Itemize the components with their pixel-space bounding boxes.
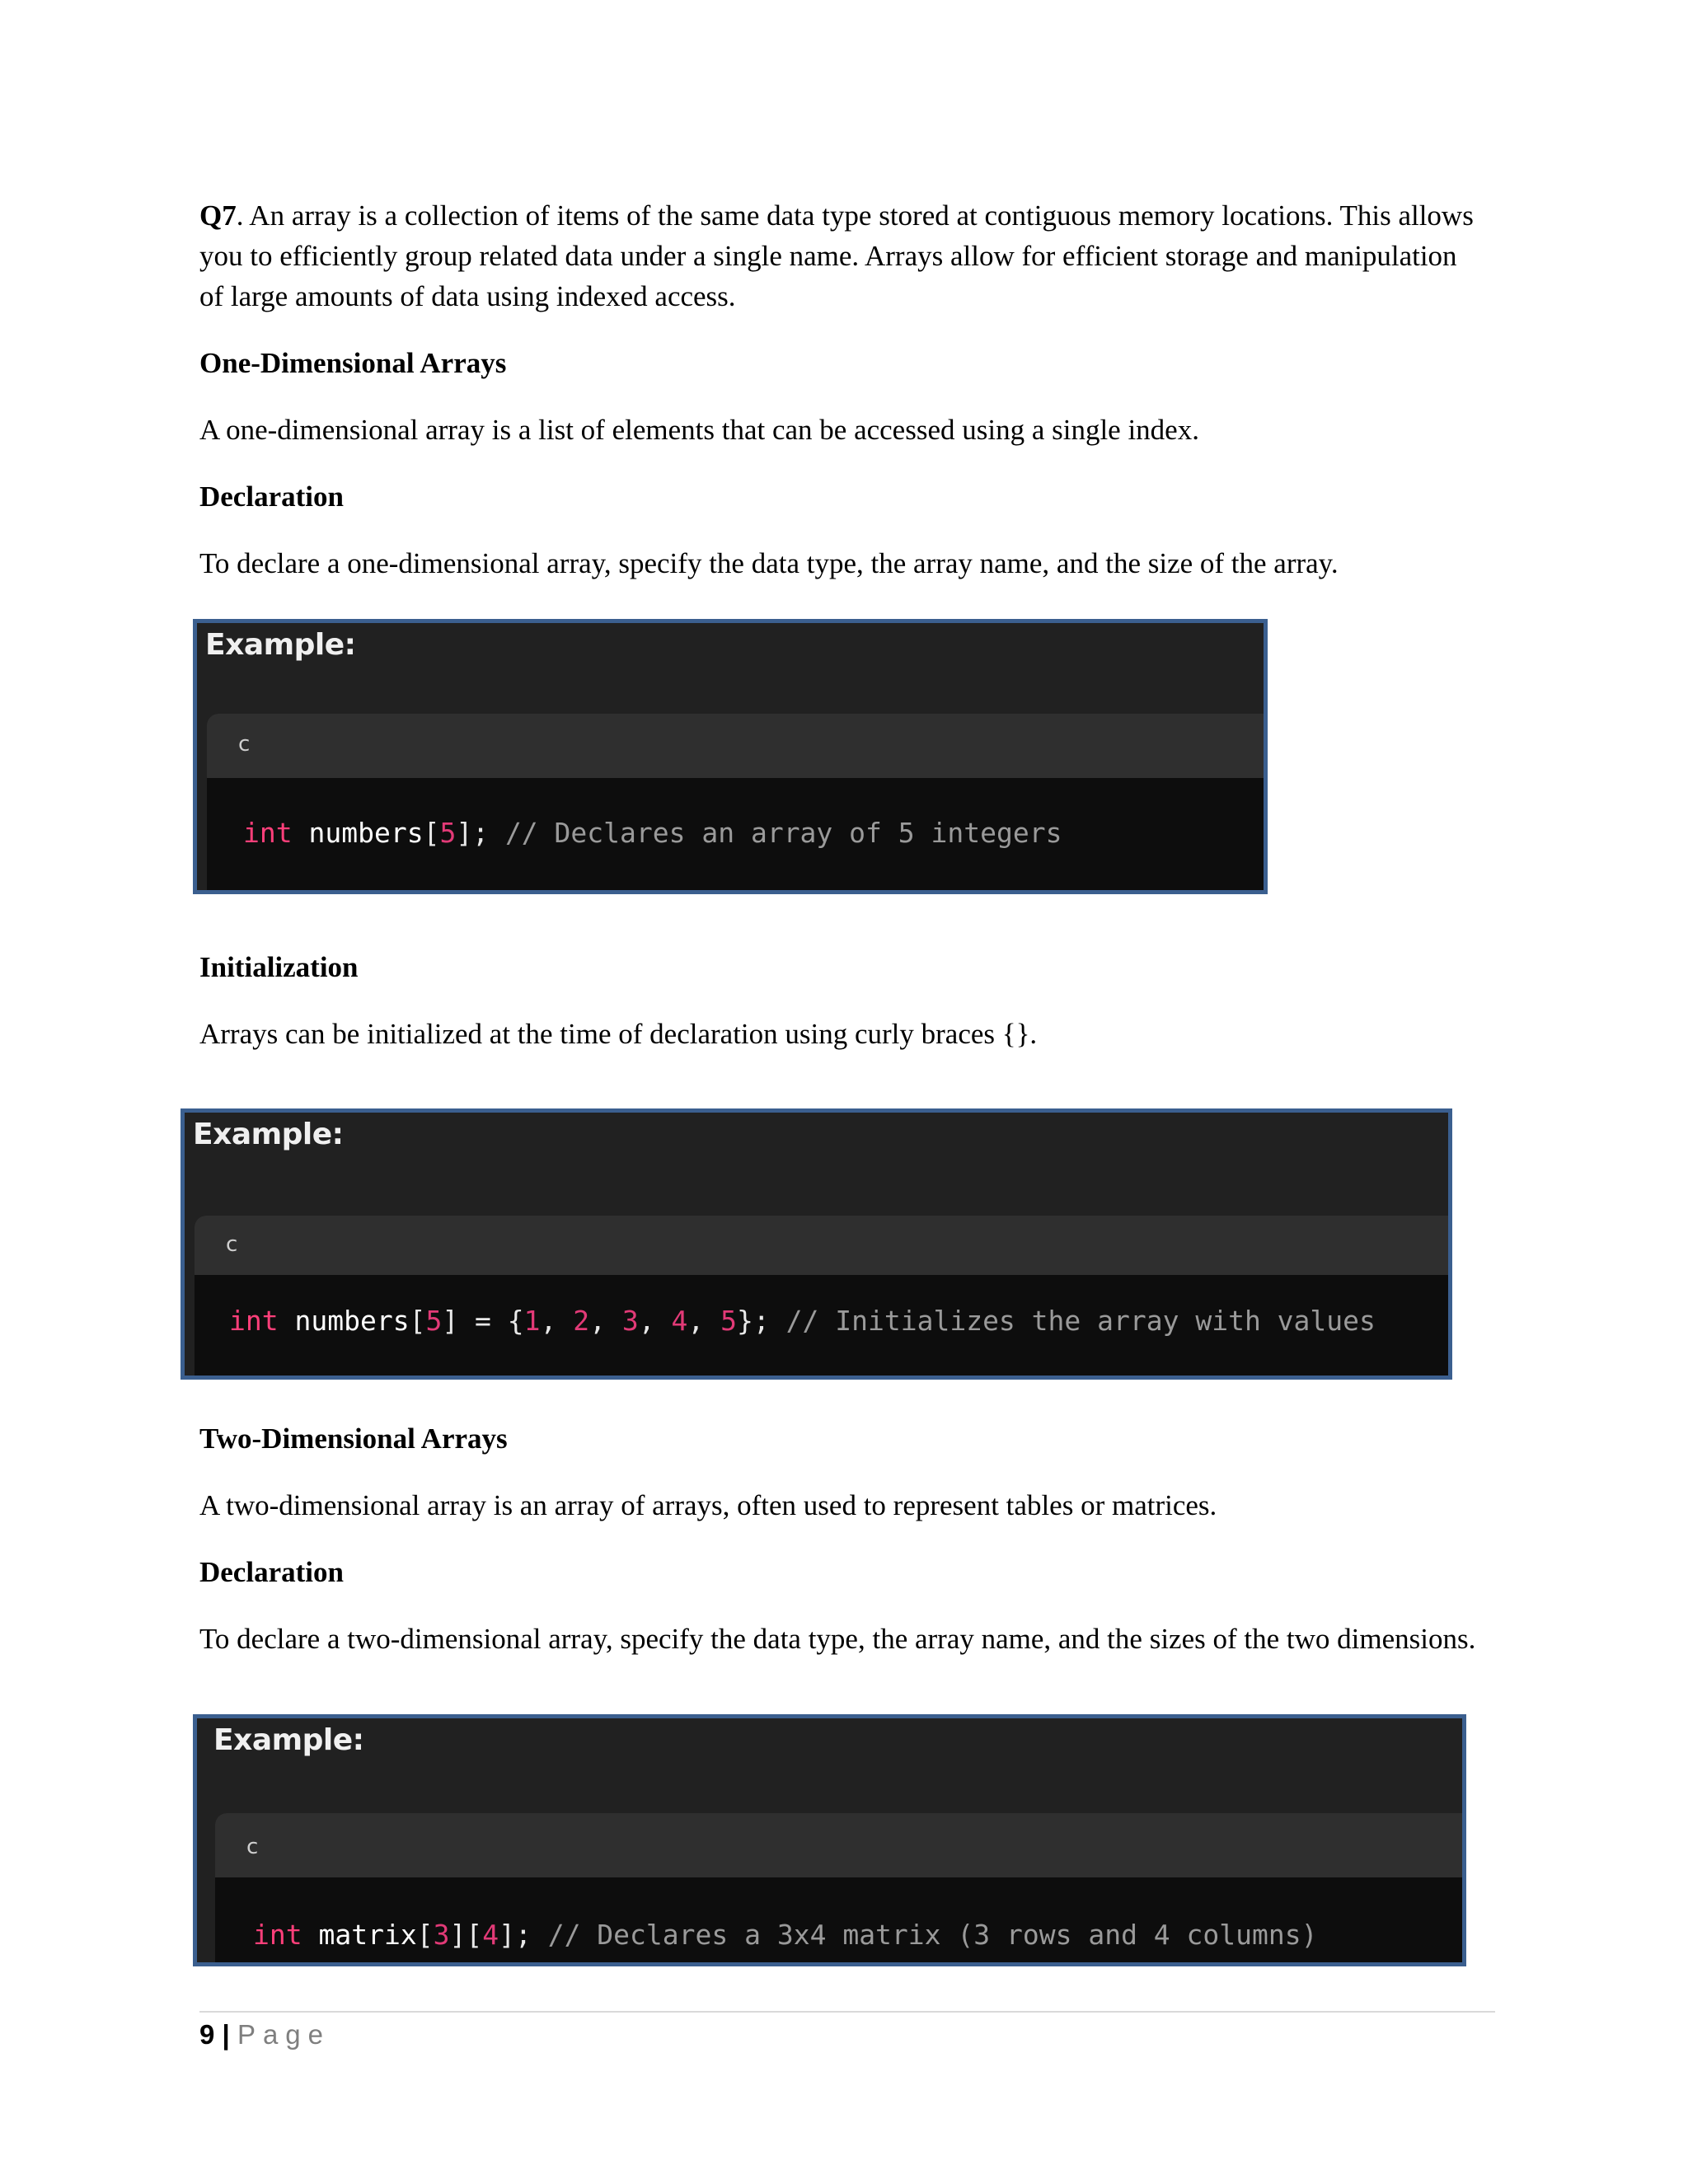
code-line [229,1305,1376,1337]
code-line [243,817,1062,849]
intro-text: . An array is a collection of items of the same data type stored at contiguous memory locations. This allows you to efficiently group related data under a single name. Arrays allow for efficient storage and manipulation of large amounts of data using indexed access. [199,199,1474,312]
code-keyword: int [253,1919,302,1951]
code-comment: // Declares an array of 5 integers [504,817,1062,849]
code-language-bar [195,1216,1448,1275]
heading-one-dimensional: One-Dimensional Arrays [199,347,507,379]
heading-declaration-2: Declaration [199,1556,344,1588]
question-label: Q7 [199,199,237,232]
two-dim-description: A two-dimensional array is an array of arrays, often used to represent tables or matrices. [199,1489,1217,1521]
code-comment: // Initializes the array with values [785,1305,1376,1337]
page-number: 9 [199,2019,215,2050]
initialization-text: Arrays can be initialized at the time of declaration using curly braces {}. [199,1018,1038,1050]
code-language-label: c [226,1232,238,1257]
code-number: 3 [433,1919,450,1951]
code-identifier: numbers [294,1305,410,1337]
code-punct: }; [737,1305,770,1337]
code-language-bar [215,1813,1462,1877]
code-identifier: matrix [318,1919,417,1951]
code-punct: ]; [499,1919,532,1951]
code-number: 5 [439,817,457,849]
code-number: 3 [621,1305,639,1337]
code-punct: , [638,1305,672,1337]
code-punct: , [589,1305,622,1337]
code-block [195,1216,1448,1376]
code-punct: [ [416,1919,434,1951]
page-word: Page [237,2019,331,2050]
code-comment: // Declares a 3x4 matrix (3 rows and 4 columns) [547,1919,1318,1951]
declaration-text-2: To declare a two-dimensional array, specify the data type, the array name, and the sizes of the two dimensions. [199,1623,1476,1655]
code-number: 1 [523,1305,541,1337]
code-language-label: c [246,1835,259,1859]
code-number: 4 [482,1919,499,1951]
code-block [215,1813,1462,1962]
page-footer [199,2019,331,2050]
code-block [207,714,1264,890]
example-title: Example: [193,1118,344,1151]
code-number: 5 [425,1305,443,1337]
code-example-1 [193,619,1268,894]
intro-paragraph [199,195,1485,316]
declaration-text-1: To declare a one-dimensional array, specify the data type, the array name, and the size of the array. [199,547,1339,579]
code-number: 4 [671,1305,688,1337]
code-line [253,1919,1317,1951]
code-punct: ][ [449,1919,483,1951]
code-example-3 [193,1714,1466,1966]
code-punct: ] = { [442,1305,524,1337]
code-punct: ]; [456,817,490,849]
code-number: 5 [720,1305,738,1337]
code-number: 2 [573,1305,590,1337]
code-punct: , [540,1305,574,1337]
heading-declaration-1: Declaration [199,480,344,513]
code-punct: [ [423,817,440,849]
code-punct: [ [409,1305,426,1337]
heading-initialization: Initialization [199,951,359,983]
footer-separator: | [222,2019,230,2050]
example-title: Example: [205,628,356,662]
code-punct: , [687,1305,721,1337]
example-title: Example: [213,1723,364,1757]
code-keyword: int [243,817,293,849]
code-language-label: c [238,732,251,757]
one-dim-description: A one-dimensional array is a list of elements that can be accessed using a single index. [199,414,1199,446]
footer-divider [199,2011,1495,2013]
code-language-bar [207,714,1264,778]
code-example-2 [181,1108,1452,1380]
code-keyword: int [229,1305,279,1337]
heading-two-dimensional: Two-Dimensional Arrays [199,1422,508,1455]
code-identifier: numbers [308,817,424,849]
